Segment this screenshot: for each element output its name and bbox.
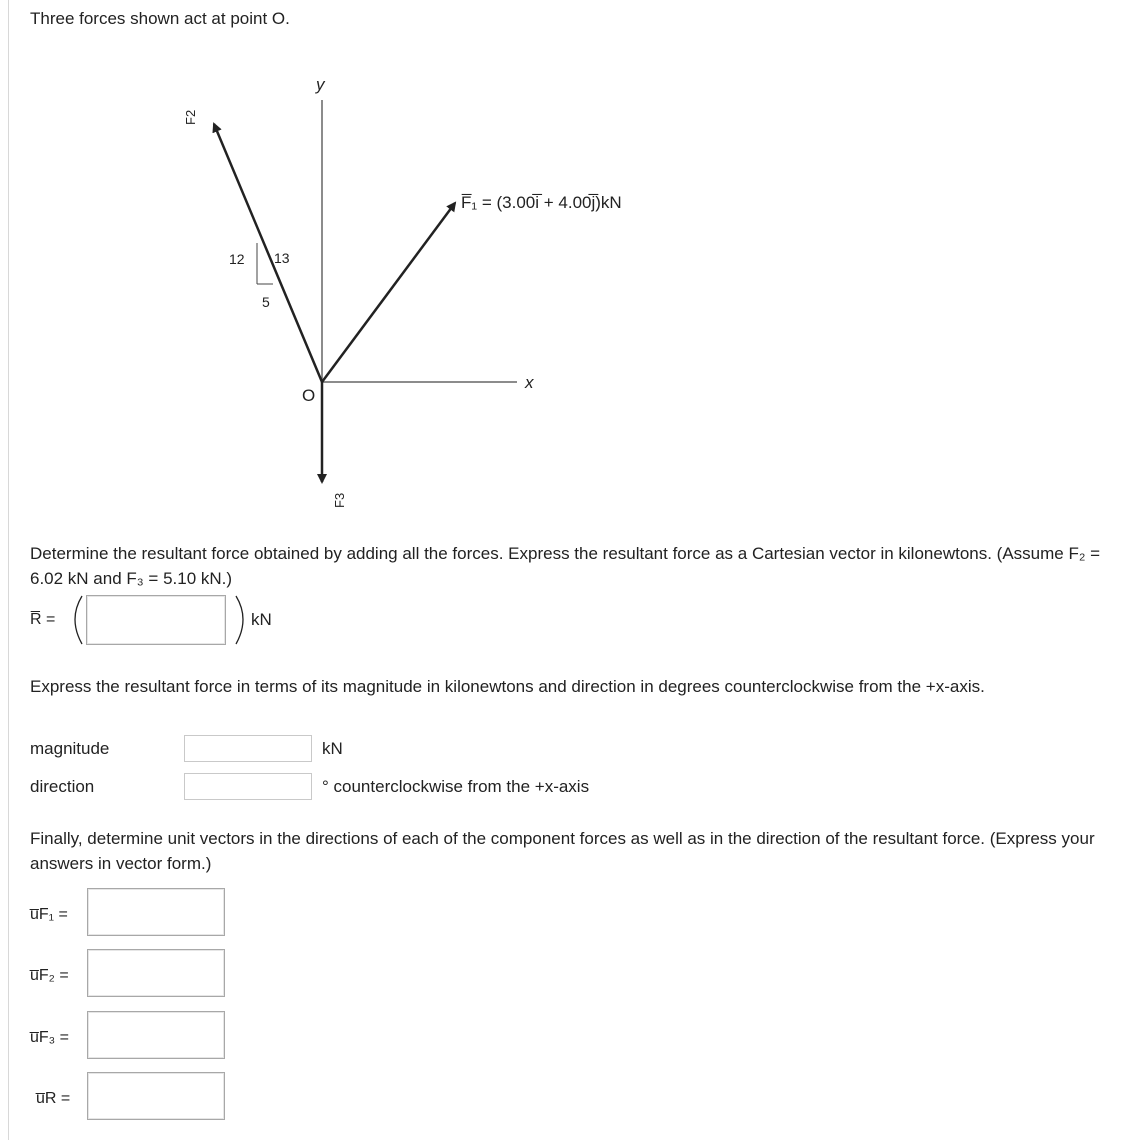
- x-axis-label: x: [525, 373, 534, 392]
- intro-text: Three forces shown act at point O.: [30, 9, 290, 28]
- origin-label: O: [302, 386, 316, 405]
- part1-question: Determine the resultant force obtained by adding all the forces. Express the resultant force as a Cartesian vector in kilonewtons. (Assume F₂ = 6.02 kN and F₃ = 5.10 kN.): [30, 544, 1101, 588]
- y-axis-label: y: [316, 75, 325, 94]
- unit-vector-r-label: u̅R =: [36, 1090, 71, 1107]
- unit-vector-f1-label: u̅F₁ =: [30, 906, 68, 923]
- direction-unit: ° counterclockwise from the +x-axis: [322, 777, 590, 796]
- unit-vector-f3-label: u̅F₃ =: [30, 1029, 69, 1046]
- unit-vector-f2-input[interactable]: [87, 949, 225, 997]
- unit-vector-r-input[interactable]: [87, 1072, 225, 1120]
- magnitude-input[interactable]: [184, 735, 312, 762]
- triangle-label-13: 13: [274, 250, 290, 266]
- direction-input[interactable]: [184, 773, 312, 800]
- f3-label: F3: [332, 492, 347, 508]
- triangle-label-12: 12: [229, 251, 245, 267]
- unit-vector-f2-label: u̅F₂ =: [30, 967, 69, 984]
- magnitude-unit: kN: [322, 739, 343, 758]
- f2-label: F2: [183, 109, 198, 125]
- f1-arrow: [322, 203, 455, 382]
- direction-label: direction: [30, 777, 95, 796]
- magnitude-label: magnitude: [30, 739, 110, 758]
- part3-question: Finally, determine unit vectors in the directions of each of the component forces as well as in the direction of the resultant force. (Express your answers in vector form.): [30, 829, 1095, 873]
- f1-equation: F̅₁ = (3.00i̅ + 4.00j̅)kN: [461, 193, 622, 212]
- part2-question: Express the resultant force in terms of its magnitude in kilonewtons and direction in degrees counterclockwise from the +x-axis.: [30, 677, 985, 696]
- resultant-label: R̅ =: [30, 611, 56, 628]
- resultant-vector-input[interactable]: [86, 595, 226, 645]
- force-diagram: [0, 0, 1138, 540]
- resultant-unit: kN: [251, 610, 272, 629]
- unit-vector-f3-input[interactable]: [87, 1011, 225, 1059]
- unit-vector-f1-input[interactable]: [87, 888, 225, 936]
- triangle-label-5: 5: [262, 294, 270, 310]
